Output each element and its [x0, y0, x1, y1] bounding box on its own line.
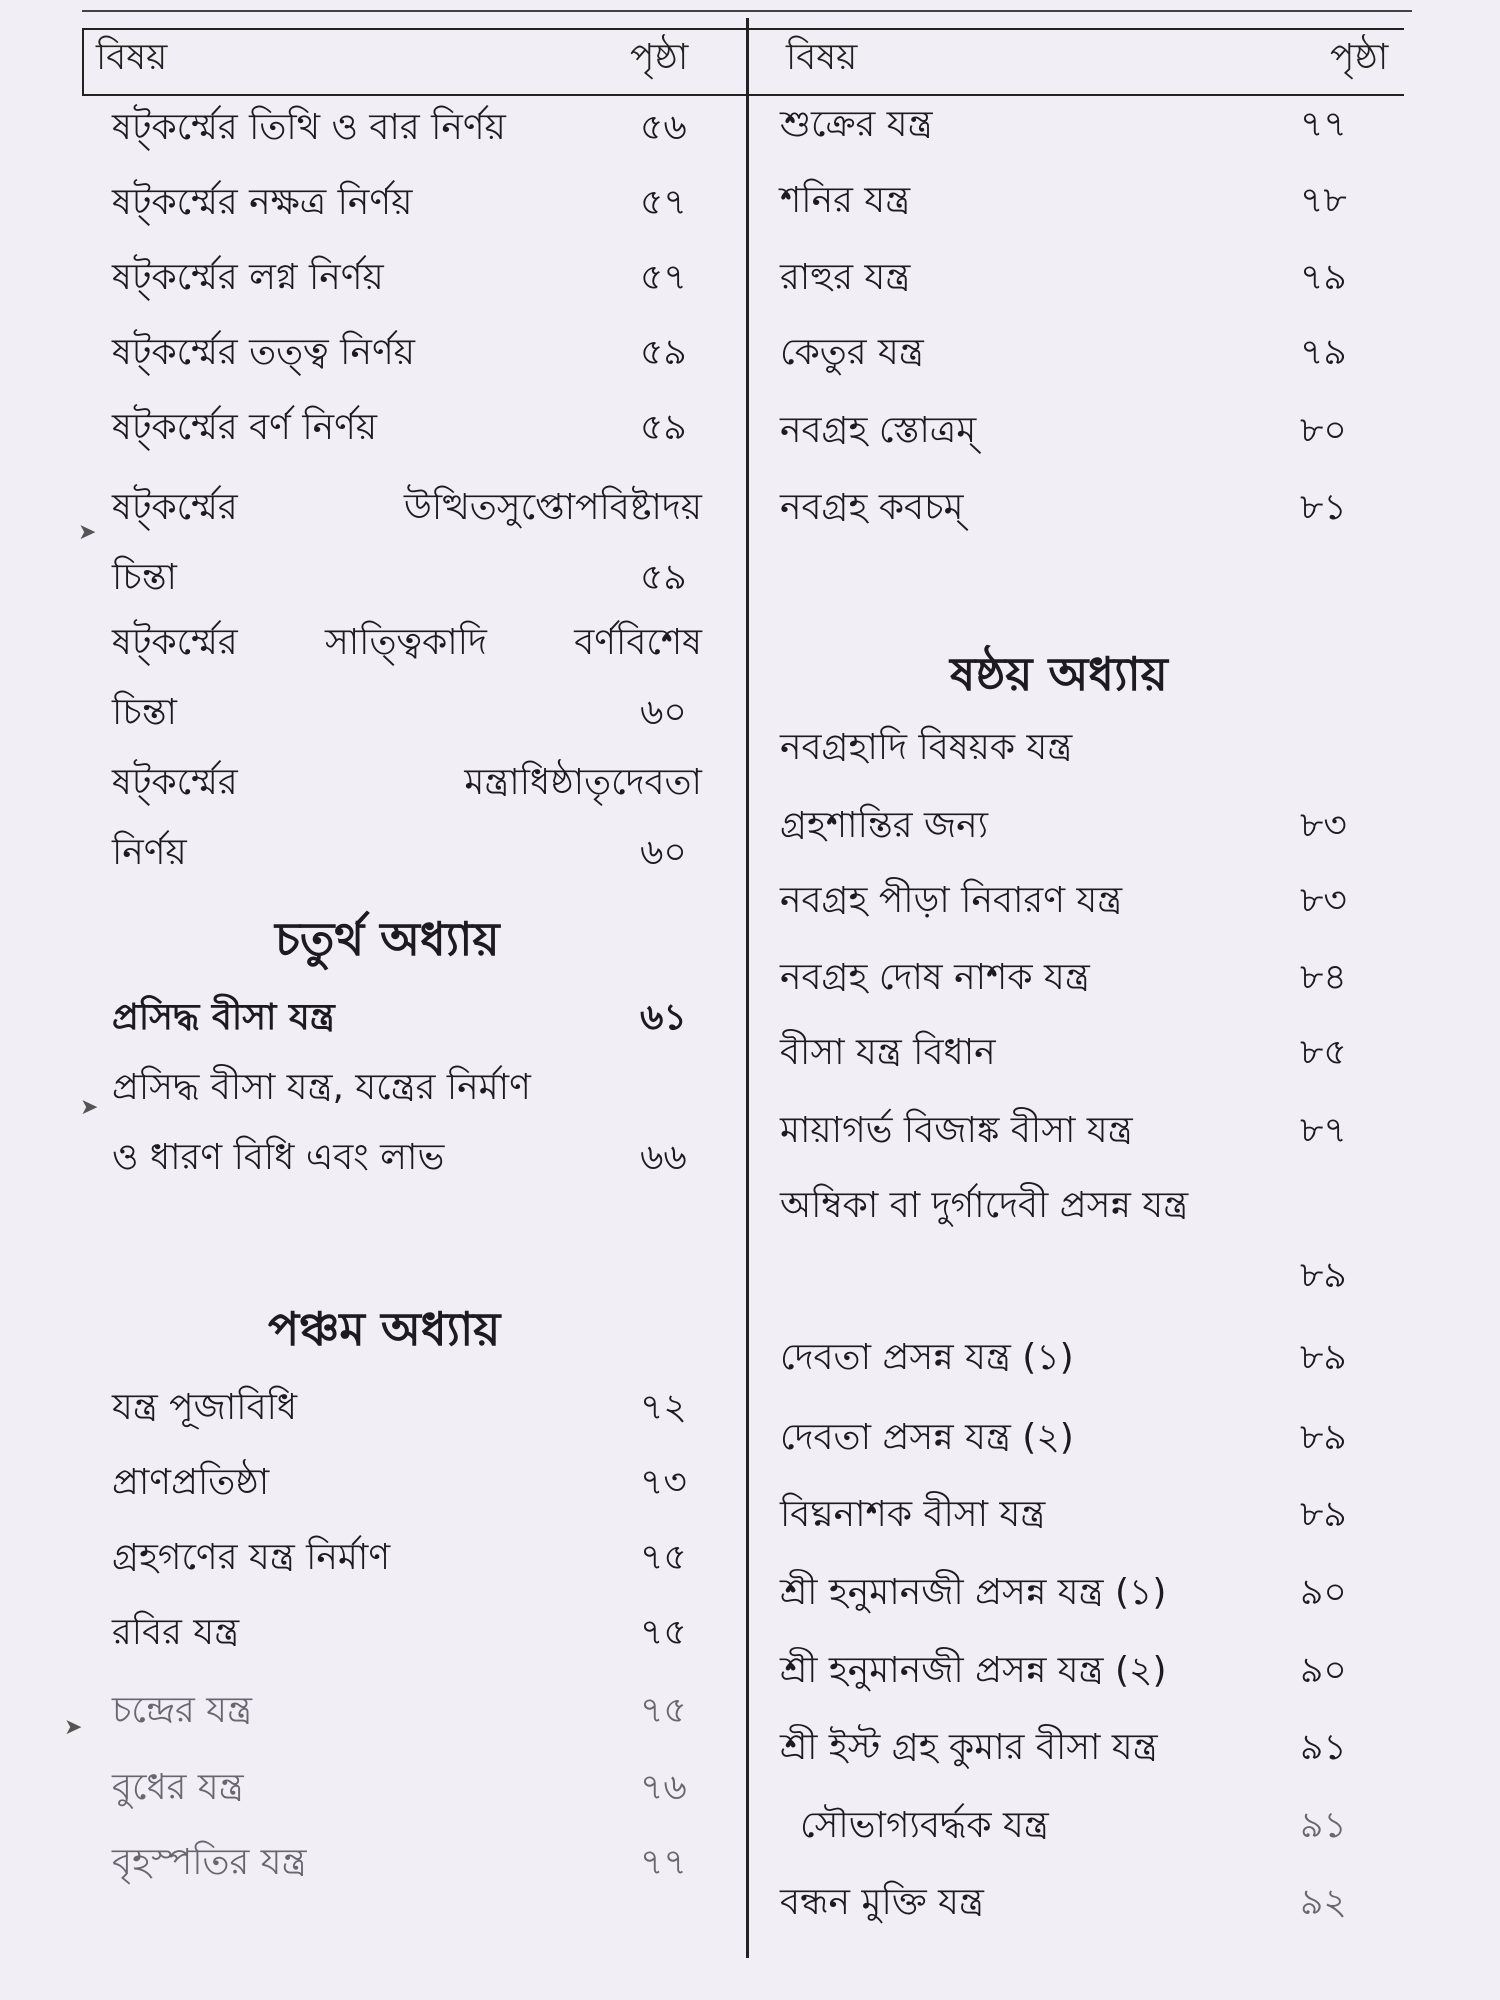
toc-entry: যন্ত্র পূজাবিধি: [112, 1387, 298, 1428]
toc-entry: নবগ্রহ দোষ নাশক যন্ত্র: [780, 957, 1090, 998]
chapter-heading: ষষ্ঠয় অধ্যায়: [950, 647, 1168, 701]
toc-page: ৮১: [1300, 487, 1347, 528]
toc-page: ৯২: [1300, 1882, 1347, 1923]
toc-entry: শুক্রের যন্ত্র: [780, 104, 933, 145]
toc-entry: নবগ্রহ স্তোত্রম্: [780, 410, 977, 451]
chapter-heading: পঞ্চম অধ্যায়: [268, 1302, 501, 1356]
toc-page: ৫৬: [640, 107, 687, 148]
pencil-mark-icon: ➤: [64, 1715, 83, 1740]
table-header-box: [82, 28, 1404, 96]
toc-entry: বুধের যন্ত্র: [112, 1767, 244, 1808]
toc-entry: রবির যন্ত্র: [112, 1612, 240, 1653]
toc-page: ৭৩: [640, 1462, 687, 1503]
toc-entry: ষট্‌কর্ম্মের তিথি ও বার নির্ণয়: [112, 107, 506, 148]
toc-page: ৭৮: [1300, 180, 1347, 221]
section-intro: নবগ্রহাদি বিষয়ক যন্ত্র: [780, 727, 1073, 768]
toc-entry: শনির যন্ত্র: [780, 180, 911, 221]
toc-page: ৮৭: [1300, 1110, 1347, 1151]
toc-page: ৭৯: [1300, 257, 1347, 298]
toc-page: ৭৯: [1300, 332, 1347, 373]
toc-page: ৫৭: [640, 182, 687, 223]
toc-page: ৮৯: [1300, 1337, 1347, 1378]
left-subject-header: বিষয়: [96, 37, 168, 78]
toc-page: ৬৬: [640, 1137, 687, 1178]
right-page-header: পৃষ্ঠা: [1330, 37, 1389, 78]
toc-page: ৮৯: [1300, 1417, 1347, 1458]
toc-page: ৬০: [640, 692, 687, 733]
toc-entry-continuation: চিন্তা: [112, 692, 177, 733]
toc-page: ৮৫: [1300, 1032, 1347, 1073]
toc-entry: বীসা যন্ত্র বিধান: [780, 1032, 996, 1073]
toc-page: ৭৫: [640, 1612, 687, 1653]
toc-page: ৮৩: [1300, 880, 1347, 921]
toc-entry: ষট্‌কর্ম্মের নক্ষত্র নির্ণয়: [112, 182, 413, 223]
toc-entry-part: ষট্‌কর্ম্মের: [112, 487, 238, 528]
toc-entry-continuation: নির্ণয়: [112, 832, 187, 873]
top-rule: [82, 10, 1412, 12]
toc-page: ৭২: [640, 1387, 687, 1428]
toc-page: ৮৯: [1300, 1255, 1347, 1296]
toc-page: ৬১: [640, 997, 687, 1038]
toc-page: ৮৪: [1300, 957, 1347, 998]
toc-entry: শ্রী হনুমানজী প্রসন্ন যন্ত্র (২): [780, 1650, 1167, 1691]
toc-entry: রাহুর যন্ত্র: [780, 257, 911, 298]
toc-entry: ষট্‌কর্ম্মের লগ্ন নির্ণয়: [112, 257, 384, 298]
toc-page: ৫৯: [640, 407, 687, 448]
toc-entry-part: মন্ত্রাধিষ্ঠাতৃদেবতা: [464, 762, 702, 803]
toc-entry: প্রাণপ্রতিষ্ঠা: [112, 1462, 270, 1503]
toc-entry: বন্ধন মুক্তি যন্ত্র: [780, 1882, 984, 1923]
toc-page: ৬০: [640, 832, 687, 873]
toc-entry: প্রসিদ্ধ বীসা যন্ত্র: [112, 997, 335, 1038]
toc-page: ৫৯: [640, 332, 687, 373]
toc-page: ৮৯: [1300, 1494, 1347, 1535]
toc-entry-multiline: [112, 620, 702, 666]
toc-entry-multiline: [112, 485, 702, 531]
toc-page: ৯০: [1300, 1650, 1347, 1691]
pencil-mark-icon: ➤: [78, 520, 97, 545]
column-divider: [746, 18, 749, 1958]
toc-page: ৭৫: [640, 1690, 687, 1731]
toc-page: ৫৭: [640, 257, 687, 298]
toc-entry-continuation: চিন্তা: [112, 557, 177, 598]
toc-page: ৭৫: [640, 1537, 687, 1578]
toc-entry-part: বর্ণবিশেষ: [574, 622, 702, 663]
toc-entry: ষট্‌কর্ম্মের তত্ত্ব নির্ণয়: [112, 332, 415, 373]
toc-entry: বৃহস্পতির যন্ত্র: [112, 1842, 307, 1883]
toc-page: ৭৬: [640, 1767, 687, 1808]
toc-entry: গ্রহশান্তির জন্য: [780, 805, 989, 846]
toc-entry: নবগ্রহ পীড়া নিবারণ যন্ত্র: [780, 880, 1123, 921]
toc-entry: দেবতা প্রসন্ন যন্ত্র (১): [780, 1337, 1074, 1378]
left-page-header: পৃষ্ঠা: [630, 37, 689, 78]
toc-entry: সৌভাগ্যবর্দ্ধক যন্ত্র: [800, 1805, 1049, 1846]
toc-entry: গ্রহগণের যন্ত্র নির্মাণ: [112, 1537, 391, 1578]
toc-entry: চন্দ্রের যন্ত্র: [112, 1690, 252, 1731]
toc-entry: ষট্‌কর্ম্মের বর্ণ নির্ণয়: [112, 407, 378, 448]
toc-page: ৮০: [1300, 410, 1347, 451]
toc-page: ৮৩: [1300, 805, 1347, 846]
pencil-mark-icon: ➤: [80, 1095, 99, 1120]
toc-page: ৯১: [1300, 1805, 1347, 1846]
toc-entry: বিঘ্ননাশক বীসা যন্ত্র: [780, 1494, 1046, 1535]
toc-entry: কেতুর যন্ত্র: [780, 332, 924, 373]
toc-entry: মায়াগর্ভ বিজাঙ্ক বীসা যন্ত্র: [780, 1110, 1133, 1151]
toc-page: ৭৭: [1300, 104, 1347, 145]
toc-entry: শ্রী ইস্ট গ্রহ কুমার বীসা যন্ত্র: [780, 1727, 1158, 1768]
toc-entry-part: ষট্‌কর্ম্মের: [112, 622, 238, 663]
toc-entry-part: ষট্‌কর্ম্মের: [112, 762, 238, 803]
toc-page: ৭৭: [640, 1842, 687, 1883]
toc-entry-part: সাত্ত্বিকাদি: [324, 622, 487, 663]
toc-entry-multiline: প্রসিদ্ধ বীসা যন্ত্র, যন্ত্রের নির্মাণ: [112, 1067, 531, 1108]
toc-entry-continuation: ও ধারণ বিধি এবং লাভ: [112, 1137, 445, 1178]
toc-entry-part: উত্থিতসুপ্তোপবিষ্টাদয়: [403, 487, 702, 528]
toc-entry-multiline: অম্বিকা বা দুর্গাদেবী প্রসন্ন যন্ত্র: [780, 1185, 1189, 1226]
chapter-heading: চতুর্থ অধ্যায়: [275, 912, 500, 966]
toc-entry: নবগ্রহ কবচম্: [780, 487, 964, 528]
right-subject-header: বিষয়: [786, 37, 858, 78]
toc-entry: শ্রী হনুমানজী প্রসন্ন যন্ত্র (১): [780, 1572, 1167, 1613]
toc-entry: দেবতা প্রসন্ন যন্ত্র (২): [780, 1417, 1074, 1458]
toc-page: ৫৯: [640, 557, 687, 598]
toc-entry-multiline: [112, 760, 702, 806]
toc-page: ৯০: [1300, 1572, 1347, 1613]
toc-page: ৯১: [1300, 1727, 1347, 1768]
